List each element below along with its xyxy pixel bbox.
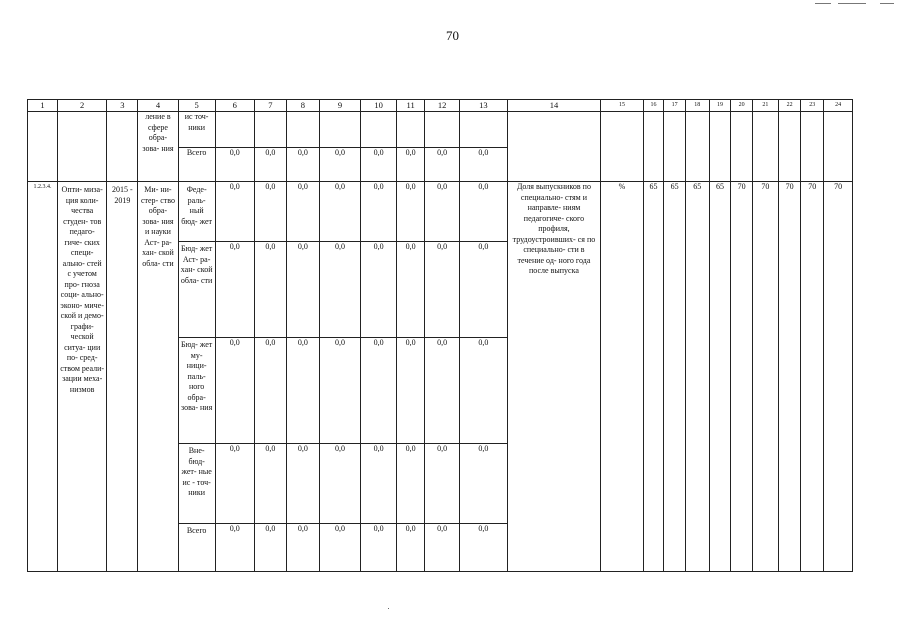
value-cell: 0,0 (215, 338, 254, 444)
value-cell: 0,0 (425, 242, 460, 338)
value-cell: 0,0 (215, 148, 254, 182)
value-cell: 0,0 (254, 338, 286, 444)
source-label: Всего (178, 148, 215, 182)
source-label: Феде- раль- ный бюд- жет (178, 182, 215, 242)
value-cell: 0,0 (319, 148, 360, 182)
column-number: 7 (254, 100, 286, 112)
page-number: 70 (446, 28, 459, 43)
value-cell: 0,0 (319, 182, 360, 242)
value-cell: 0,0 (254, 242, 286, 338)
column-number: 4 (138, 100, 178, 112)
column-number: 17 (664, 100, 686, 112)
value-cell: 0,0 (319, 524, 360, 572)
program-table (27, 99, 853, 572)
column-number: 10 (361, 100, 397, 112)
value-cell: 0,0 (425, 338, 460, 444)
value-cell: 0,0 (460, 148, 507, 182)
source-label: Вне- бюд- жет- ные ис - точ- ники (178, 444, 215, 524)
value-cell: 0,0 (215, 524, 254, 572)
source-row-federal (28, 182, 853, 242)
column-number: 6 (215, 100, 254, 112)
scan-artifact (880, 3, 894, 4)
column-number: 9 (319, 100, 360, 112)
value-cell: 0,0 (397, 524, 425, 572)
value-cell: 0,0 (254, 182, 286, 242)
source-label: Бюд- жет Аст- ра- хан- ской обла- сти (178, 242, 215, 338)
value-cell: 0,0 (286, 182, 319, 242)
target-value: 70 (778, 182, 801, 572)
column-number-row (28, 100, 853, 112)
column-number: 14 (507, 100, 601, 112)
scan-artifact (838, 3, 866, 4)
column-number: 22 (778, 100, 801, 112)
executor-continuation: ление в сфере обра- зова- ния (138, 112, 178, 182)
source-label: Бюд- жет му- ници- паль- ного обра- зова- ния (178, 338, 215, 444)
value-cell: 0,0 (215, 242, 254, 338)
value-cell: 0,0 (397, 338, 425, 444)
column-number: 11 (397, 100, 425, 112)
value-cell: 0,0 (397, 444, 425, 524)
value-cell: 0,0 (215, 182, 254, 242)
entry-executor: Ми- ни- стер- ство обра- зова- ния и науки Аст- ра- хан- ской обла- сти (138, 182, 178, 572)
target-value: 70 (731, 182, 753, 572)
entry-code: 1.2.3.4. (28, 182, 58, 572)
value-cell: 0,0 (425, 148, 460, 182)
value-cell: 0,0 (397, 242, 425, 338)
column-number: 24 (824, 100, 853, 112)
target-value: 65 (643, 182, 664, 572)
continuation-row-a (28, 112, 853, 148)
column-number: 12 (425, 100, 460, 112)
value-cell: 0,0 (286, 338, 319, 444)
value-cell: 0,0 (254, 524, 286, 572)
value-cell: 0,0 (361, 338, 397, 444)
column-number: 15 (601, 100, 643, 112)
value-cell: 0,0 (397, 182, 425, 242)
source-label: Всего (178, 524, 215, 572)
value-cell: 0,0 (286, 524, 319, 572)
value-cell: 0,0 (361, 182, 397, 242)
value-cell: 0,0 (460, 242, 507, 338)
value-cell: 0,0 (286, 148, 319, 182)
unit-cell: % (601, 182, 643, 572)
value-cell: 0,0 (319, 338, 360, 444)
column-number: 23 (801, 100, 824, 112)
value-cell: 0,0 (319, 242, 360, 338)
scan-artifact (388, 608, 389, 609)
column-number: 8 (286, 100, 319, 112)
scan-artifact (815, 3, 831, 4)
value-cell: 0,0 (286, 444, 319, 524)
column-number: 21 (752, 100, 778, 112)
column-number: 5 (178, 100, 215, 112)
column-number: 16 (643, 100, 664, 112)
source-continuation: ис точ- ники (178, 112, 215, 148)
value-cell: 0,0 (254, 444, 286, 524)
indicator-text: Доля выпускников по специально- стям и направле- ниям педагогиче- ского профиля, трудоустроивших- ся по специально- сти в течение од- ного года после выпуска (507, 182, 601, 572)
target-value: 65 (709, 182, 731, 572)
column-number: 20 (731, 100, 753, 112)
column-number: 2 (57, 100, 107, 112)
value-cell: 0,0 (425, 524, 460, 572)
value-cell: 0,0 (319, 444, 360, 524)
target-value: 65 (685, 182, 709, 572)
value-cell: 0,0 (460, 444, 507, 524)
value-cell: 0,0 (460, 338, 507, 444)
column-number: 1 (28, 100, 58, 112)
value-cell: 0,0 (254, 148, 286, 182)
column-number: 13 (460, 100, 507, 112)
value-cell: 0,0 (361, 242, 397, 338)
value-cell: 0,0 (425, 444, 460, 524)
column-number: 19 (709, 100, 731, 112)
value-cell: 0,0 (397, 148, 425, 182)
value-cell: 0,0 (361, 444, 397, 524)
target-value: 65 (664, 182, 686, 572)
value-cell: 0,0 (425, 182, 460, 242)
column-number: 3 (107, 100, 138, 112)
target-value: 70 (824, 182, 853, 572)
entry-name: Опти- миза- ция коли- чества студен- тов педаго- гиче- ских специ- ально- стей с учетом про- гноза соци- ально- эконо- миче- ской и демо- графи- ческой ситуа- ции по- сред- ством реали- зации меха- низмов (57, 182, 107, 572)
value-cell: 0,0 (460, 524, 507, 572)
value-cell: 0,0 (361, 524, 397, 572)
value-cell: 0,0 (460, 182, 507, 242)
value-cell: 0,0 (286, 242, 319, 338)
value-cell: 0,0 (215, 444, 254, 524)
column-number: 18 (685, 100, 709, 112)
target-value: 70 (752, 182, 778, 572)
entry-period: 2015 - 2019 (107, 182, 138, 572)
target-value: 70 (801, 182, 824, 572)
value-cell: 0,0 (361, 148, 397, 182)
